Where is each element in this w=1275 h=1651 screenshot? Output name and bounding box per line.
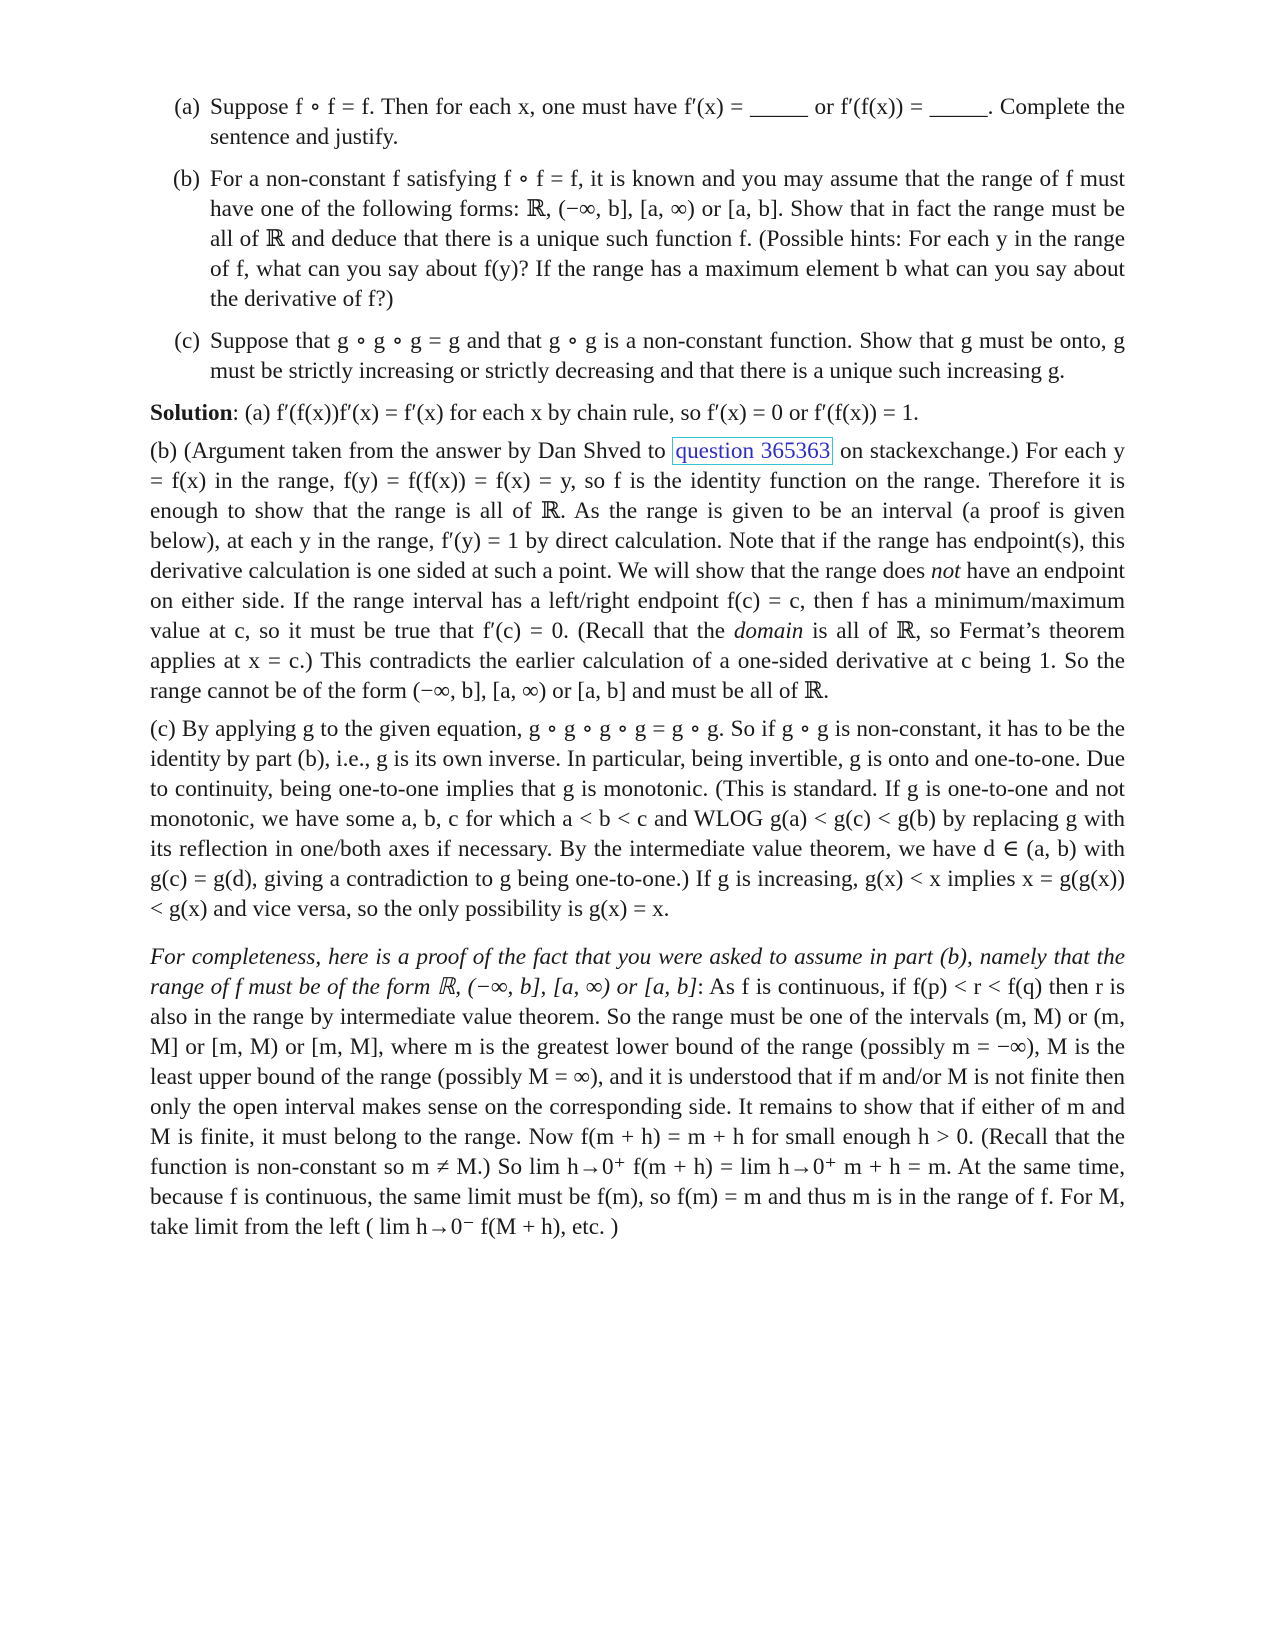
solution-b-text: (b) (Argument taken from the answer by Dan Shved to	[150, 438, 673, 464]
solution-part-b	[150, 436, 1125, 706]
part-text: Suppose that g ∘ g ∘ g = g and that g ∘ g is a non-constant function. Show that g must be onto, g must be strictly increasing or strictly decreasing and that there is a unique such increasing g.	[210, 328, 1125, 384]
solution-b-text: is all of ℝ, so Fermat’s theorem applies at x = c.) This contradicts the earlier calculation of a one-sided derivative at c being 1. So the range cannot be of the form (−∞, b], [a, ∞) or [a, b] and must be all of ℝ.	[150, 618, 1125, 704]
solution-heading: Solution	[150, 400, 233, 426]
solution-part-a	[150, 398, 1125, 428]
problem-part-b	[150, 164, 1125, 314]
solution-b-text: have an endpoint on either side. If the range interval has a left/right endpoint f(c) = c, then f has a minimum/maximum value at c, so it must be true that f′(c) = 0. (Recall that the	[150, 558, 1125, 644]
completeness-italic-text: For completeness, here is a proof of the fact that you were asked to assume in part (b), namely that the range of f must be of the form ℝ, (−∞, b], [a, ∞) or [a, b]	[150, 944, 1125, 1000]
emphasis-not: not	[930, 558, 961, 584]
stackexchange-question-link[interactable]: question 365363	[672, 437, 833, 465]
part-label: (a)	[174, 94, 200, 120]
part-label: (c)	[174, 328, 200, 354]
completeness-text: : As f is continuous, if f(p) < r < f(q) then r is also in the range by intermediate value theorem. So the range must be one of the intervals (m, M) or (m, M] or [m, M) or [m, M], where m is the greatest lower bound of the range (possibly m = −∞), M is the least upper bound of the range (possibly M = ∞), and it is understood that if m and/or M is not finite then only the open interval makes sense on the corresponding side. It remains to show that if either of m and M is finite, it must belong to the range. Now f(m + h) = m + h for small enough h > 0. (Recall that the function is non-constant so m ≠ M.) So lim h→0⁺ f(m + h) = lim h→0⁺ m + h = m. At the same time, because f is continuous, the same limit must be f(m), so f(m) = m and thus m is in the range of f. For M, take limit from the left ( lim h→0⁻ f(M + h), etc. )	[150, 974, 1125, 1240]
problem-part-a	[150, 92, 1125, 152]
solution-c-text: (c) By applying g to the given equation, g ∘ g ∘ g ∘ g = g ∘ g. So if g ∘ g is non-constant, it has to be the identity by part (b), i.e., g is its own inverse. In particular, being invertible, g is onto and one-to-one. Due to continuity, being one-to-one implies that g is monotonic. (This is standard. If g is one-to-one and not monotonic, we have some a, b, c for which a < b < c and WLOG g(a) < g(c) < g(b) by replacing g with its reflection in one/both axes if necessary. By the intermediate value theorem, we have d ∈ (a, b) with g(c) = g(d), giving a contradiction to g being one-to-one.) If g is increasing, g(x) < x implies x = g(g(x)) < g(x) and vice versa, so the only possibility is g(x) = x.	[150, 716, 1125, 922]
solution-part-c	[150, 714, 1125, 924]
solution-b-text: on stackexchange.) For each y = f(x) in the range, f(y) = f(f(x)) = f(x) = y, so f is the identity function on the range. Therefore it is enough to show that the range is all of ℝ. As the range is given to be an interval (a proof is given below), at each y in the range, f′(y) = 1 by direct calculation. Note that if the range has endpoint(s), this derivative calculation is one sided at such a point. We will show that the range does	[150, 438, 1125, 584]
completeness-paragraph	[150, 942, 1125, 1242]
part-label: (b)	[172, 166, 200, 192]
part-text: Suppose f ∘ f = f. Then for each x, one must have f′(x) = _____ or f′(f(x)) = _____. Complete the sentence and justify.	[210, 94, 1125, 150]
problem-part-c	[150, 326, 1125, 386]
emphasis-domain: domain	[733, 618, 804, 644]
part-text: For a non-constant f satisfying f ∘ f = f, it is known and you may assume that the range of f must have one of the following forms: ℝ, (−∞, b], [a, ∞) or [a, b]. Show that in fact the range must be all of ℝ and deduce that there is a unique such function f. (Possible hints: For each y in the range of f, what can you say about f(y)? If the range has a maximum element b what can you say about the derivative of f?)	[210, 166, 1125, 312]
document-page	[150, 92, 1125, 1250]
solution-a-text: : (a) f′(f(x))f′(x) = f′(x) for each x by chain rule, so f′(x) = 0 or f′(f(x)) = 1.	[232, 400, 919, 426]
